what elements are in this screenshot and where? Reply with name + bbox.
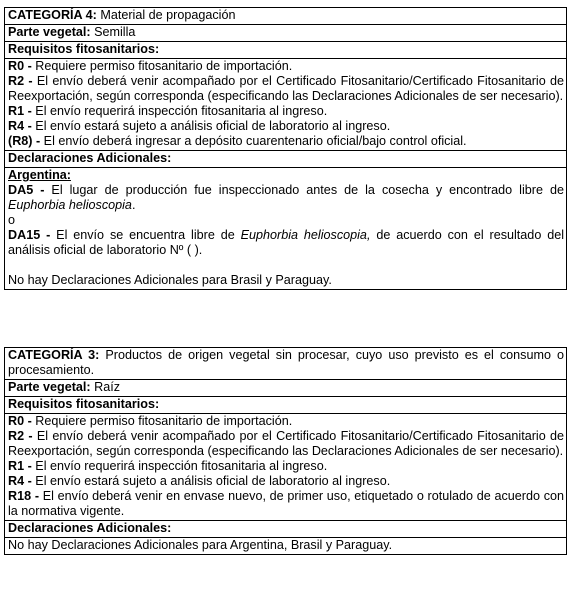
or-connector: o: [8, 213, 16, 227]
part-value: Semilla: [90, 25, 136, 39]
declaration-da5: [8, 183, 564, 213]
requirement-item: [8, 429, 564, 459]
category-3-label: CATEGORÍA 3:: [8, 348, 100, 362]
declaration-text-end: .: [131, 198, 136, 212]
category-3-part-cell: [5, 380, 567, 397]
category-4-decl-heading-row: [5, 151, 567, 168]
requirement-item: [8, 459, 564, 474]
requirement-text: El envío deberá ingresar a depósito cuarentenario oficial/bajo control oficial.: [40, 134, 467, 148]
requirement-code: R1 -: [8, 459, 32, 473]
category-4-declarations-row: [5, 168, 567, 290]
category-3-title-cell: [5, 348, 567, 380]
requirement-item: [8, 414, 564, 429]
category-4-description: Material de propagación: [96, 8, 236, 22]
requirement-text: El envío estará sujeto a análisis oficial de laboratorio al ingreso.: [31, 119, 391, 133]
category-4-title-row: [5, 8, 567, 25]
category-4-req-heading-row: [5, 42, 567, 59]
no-declarations-note: No hay Declaraciones Adicionales para Argentina, Brasil y Paraguay.: [5, 538, 567, 555]
species-name: Euphorbia helioscopia: [8, 198, 132, 212]
declaration-code: DA15 -: [8, 228, 51, 242]
requirement-code: R2 -: [8, 74, 33, 88]
requirements-heading: Requisitos fitosanitarios:: [5, 397, 567, 414]
requirement-text: El envío deberá venir en envase nuevo, de primer uso, etiquetado o rotulado de acuerdo con la normativa vigente.: [8, 489, 565, 518]
category-3-req-heading-row: [5, 397, 567, 414]
category-4-table: [4, 7, 567, 290]
requirement-code: R0 -: [8, 414, 32, 428]
category-3-requirements-row: [5, 414, 567, 521]
category-3-table: [4, 347, 567, 555]
category-3-requirements-cell: [5, 414, 567, 521]
requirement-text: El envío deberá venir acompañado por el Certificado Fitosanitario/Certificado Fitosanitario de Reexportación, según corresponda (especificando las Declaraciones Adicionales de ser necesario).: [8, 429, 565, 458]
requirement-code: R4 -: [8, 474, 32, 488]
requirement-item: [8, 474, 564, 489]
requirement-text: El envío requerirá inspección fitosanitaria al ingreso.: [31, 459, 328, 473]
no-declarations-note: No hay Declaraciones Adicionales para Brasil y Paraguay.: [8, 273, 332, 287]
category-4-title-cell: [5, 8, 567, 25]
requirement-item: [8, 119, 564, 134]
part-value: Raíz: [90, 380, 121, 394]
declaration-text: El envío se encuentra libre de: [50, 228, 241, 242]
declarations-heading: Declaraciones Adicionales:: [5, 521, 567, 538]
species-name: Euphorbia helioscopia,: [240, 228, 371, 242]
requirement-code: R4 -: [8, 119, 32, 133]
requirement-code: R18 -: [8, 489, 40, 503]
requirement-item: [8, 104, 564, 119]
part-label: Parte vegetal:: [8, 380, 91, 394]
declaration-text-end: de acuerdo con el resultado del análisis oficial de laboratorio Nº ( ).: [8, 228, 565, 257]
requirement-item: [8, 59, 564, 74]
category-4-part-cell: [5, 25, 567, 42]
requirement-code: (R8) -: [8, 134, 41, 148]
requirement-text: El envío requerirá inspección fitosanitaria al ingreso.: [31, 104, 328, 118]
requirement-item: [8, 489, 564, 519]
declaration-text: El lugar de producción fue inspeccionado antes de la cosecha y encontrado libre de: [44, 183, 564, 197]
requirement-code: R2 -: [8, 429, 33, 443]
requirement-item: [8, 134, 564, 149]
category-4-requirements-row: [5, 59, 567, 151]
requirement-item: [8, 74, 564, 104]
declarations-heading: Declaraciones Adicionales:: [5, 151, 567, 168]
blank-line: [8, 258, 564, 273]
declaration-da15: [8, 228, 564, 258]
declaration-code: DA5 -: [8, 183, 45, 197]
category-4-requirements-cell: [5, 59, 567, 151]
country-heading: Argentina:: [8, 168, 71, 182]
category-3-part-row: [5, 380, 567, 397]
part-label: Parte vegetal:: [8, 25, 91, 39]
requirement-code: R0 -: [8, 59, 32, 73]
requirement-text: El envío deberá venir acompañado por el Certificado Fitosanitario/Certificado Fitosanitario de Reexportación, según corresponda (especificando las Declaraciones Adicionales de ser necesario).: [8, 74, 565, 103]
requirement-text: El envío estará sujeto a análisis oficial de laboratorio al ingreso.: [31, 474, 391, 488]
category-4-declarations-cell: [5, 168, 567, 290]
category-4-part-row: [5, 25, 567, 42]
requirements-heading: Requisitos fitosanitarios:: [5, 42, 567, 59]
category-3-decl-heading-row: [5, 521, 567, 538]
category-4-label: CATEGORÍA 4:: [8, 8, 97, 22]
requirement-text: Requiere permiso fitosanitario de importación.: [31, 414, 293, 428]
category-3-declarations-row: [5, 538, 567, 555]
category-3-title-row: [5, 348, 567, 380]
requirement-text: Requiere permiso fitosanitario de importación.: [31, 59, 293, 73]
category-3-description: Productos de origen vegetal sin procesar, cuyo uso previsto es el consumo o procesamiento.: [8, 348, 564, 377]
requirement-code: R1 -: [8, 104, 32, 118]
